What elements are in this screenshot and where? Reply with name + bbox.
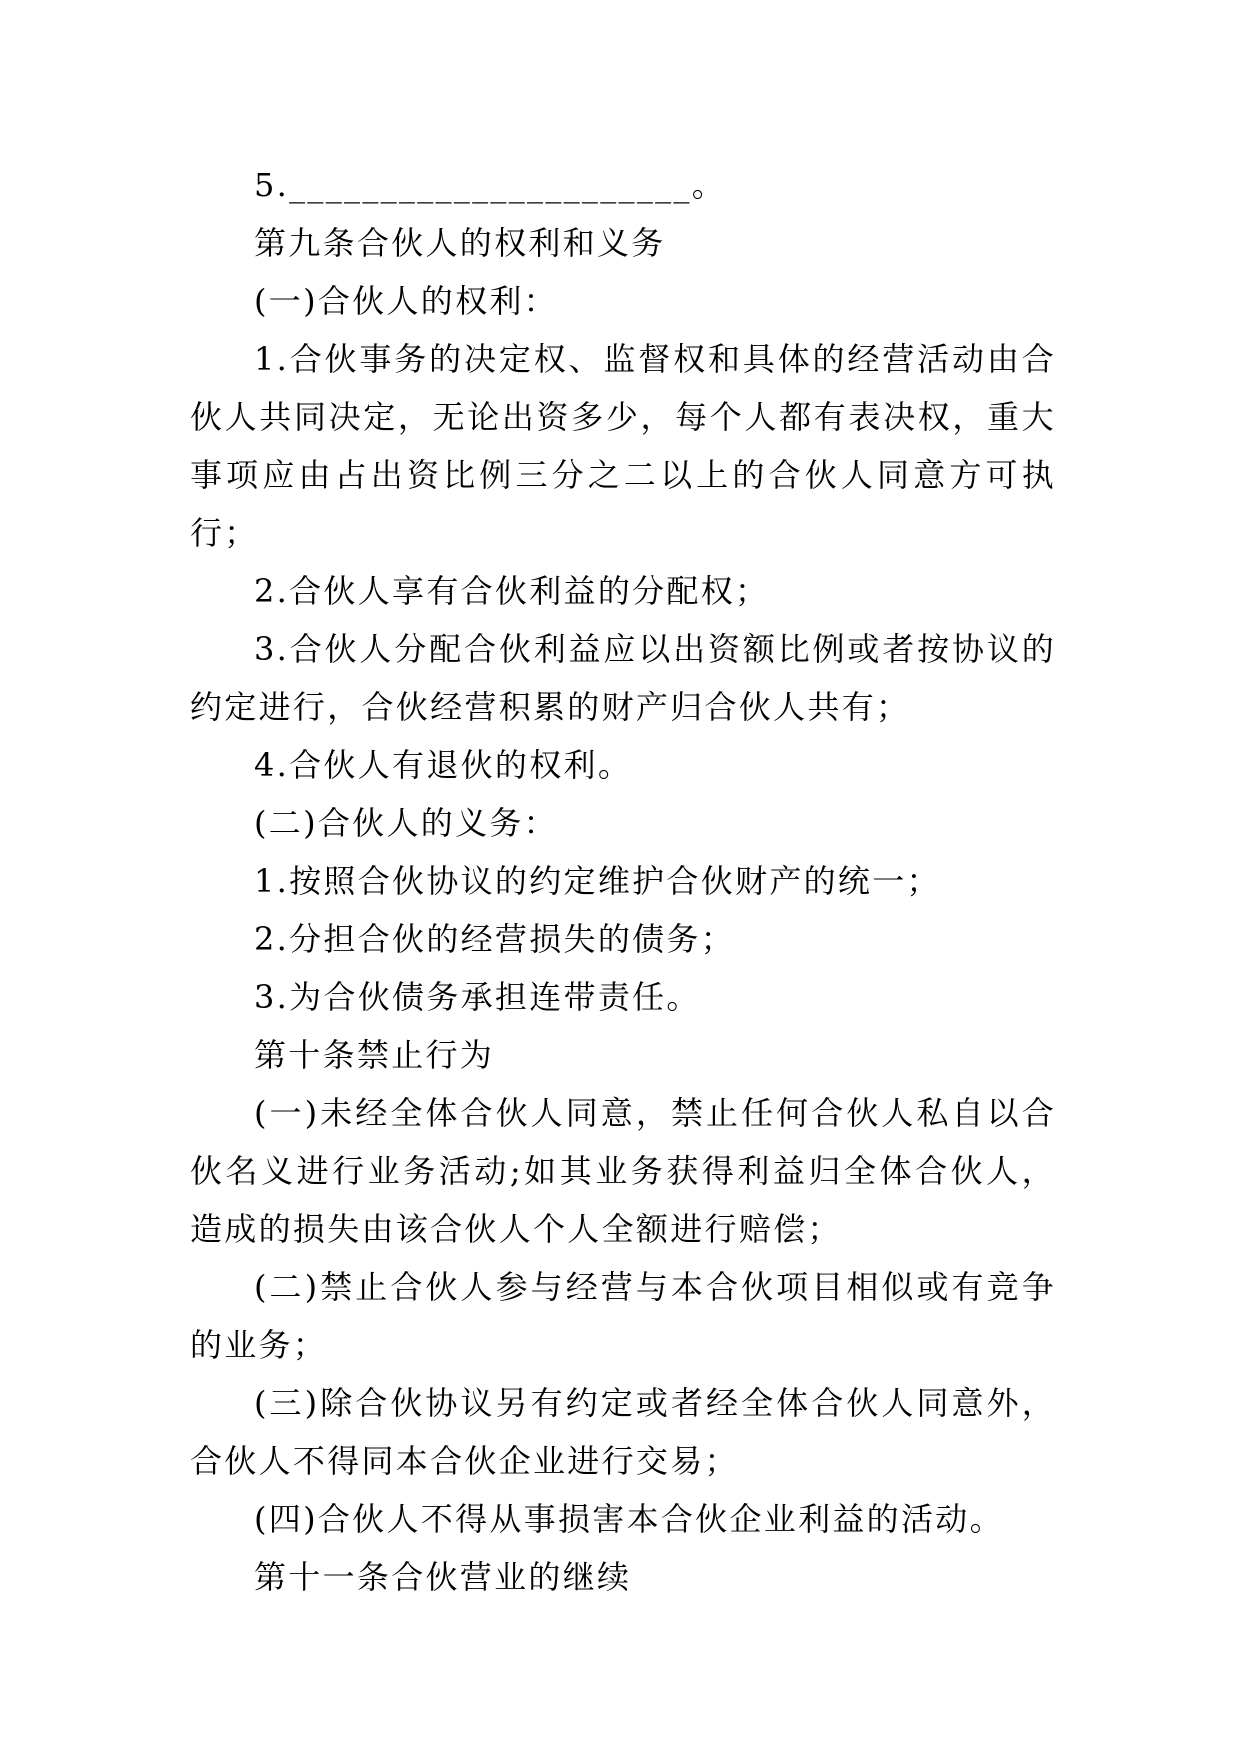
prohibition-item-2: (二)禁止合伙人参与经营与本合伙项目相似或有竞争的业务；: [190, 1268, 1056, 1364]
section-duties-heading: (二)合伙人的义务：: [254, 804, 558, 842]
prohibition-item-3: (三)除合伙协议另有约定或者经全体合伙人同意外，合伙人不得同本合伙企业进行交易；: [190, 1384, 1056, 1480]
rights-item-1: 1.合伙事务的决定权、监督权和具体的经营活动由合伙人共同决定，无论出资多少，每个人都有表决权，重大事项应由占出资比例三分之二以上的合伙人同意方可执行；: [190, 340, 1056, 552]
article-11-heading: 第十一条合伙营业的继续: [254, 1558, 632, 1596]
duties-item-3: 3.为合伙债务承担连带责任。: [254, 978, 701, 1016]
rights-item-2: 2.合伙人享有合伙利益的分配权；: [254, 572, 770, 610]
prohibition-item-1: (一)未经全体合伙人同意，禁止任何合伙人私自以合伙名义进行业务活动;如其业务获得利益归全体合伙人，造成的损失由该合伙人个人全额进行赔偿；: [190, 1094, 1056, 1248]
article-9-heading: 第九条合伙人的权利和义务: [254, 224, 666, 262]
article-10-heading: 第十条禁止行为: [254, 1036, 495, 1074]
prohibition-item-4: (四)合伙人不得从事损害本合伙企业利益的活动。: [254, 1500, 1004, 1538]
duties-item-1: 1.按照合伙协议的约定维护合伙财产的统一；: [254, 862, 941, 900]
document-body: [190, 156, 1056, 1606]
section-rights-heading: (一)合伙人的权利：: [254, 282, 558, 320]
rights-item-4: 4.合伙人有退伙的权利。: [254, 746, 633, 784]
blank-item-5: 5.______________________。: [254, 166, 727, 204]
duties-item-2: 2.分担合伙的经营损失的债务；: [254, 920, 736, 958]
rights-item-3: 3.合伙人分配合伙利益应以出资额比例或者按协议的约定进行，合伙经营积累的财产归合伙人共有；: [190, 630, 1056, 726]
